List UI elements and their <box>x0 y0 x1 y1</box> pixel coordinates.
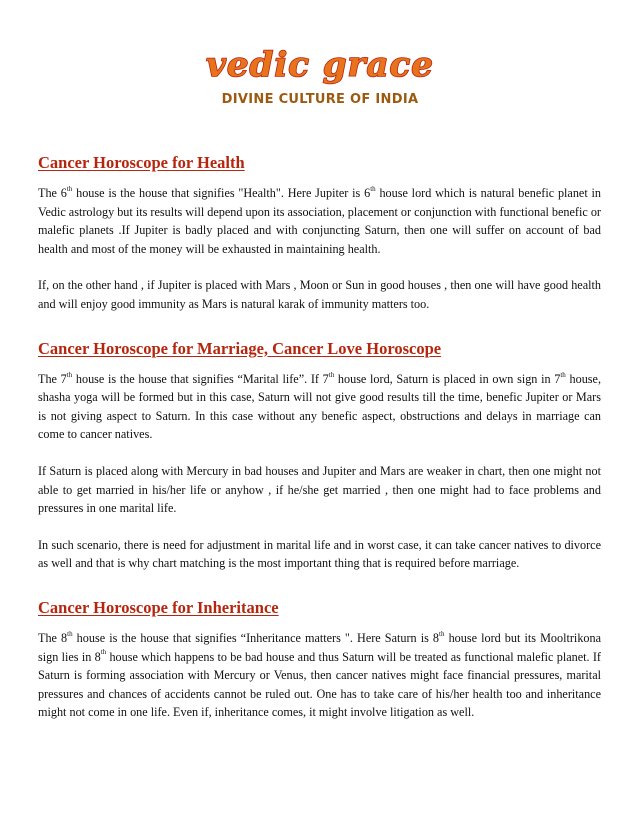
section-heading: Cancer Horoscope for Health <box>38 153 245 172</box>
ordinal-suffix: th <box>66 370 73 379</box>
vedic-grace-logo <box>204 40 436 112</box>
text-run: If Saturn is placed along with Mercury in bad houses and Jupiter and Mars are weaker in chart, then one might not able to get married in his/her life or anyhow , if he/she get married , then one might had to face problems and pressures in one marital life. <box>38 463 601 516</box>
paragraph <box>38 536 601 573</box>
paragraph <box>38 184 601 258</box>
text-run: If, on the other hand , if Jupiter is placed with Mars , Moon or Sun in good houses , then one will have good health and will enjoy good immunity as Mars is natural karak of immunity matters too. <box>38 278 601 311</box>
logo-tagline: DIVINE CULTURE OF INDIA <box>221 92 419 107</box>
document-body <box>38 152 601 722</box>
text-run: In such scenario, there is need for adjustment in marital life and in worst case, it can take cancer natives to divorce as well and that is why chart matching is the most important thing that is required before marriage. <box>38 537 601 571</box>
paragraph-spacer <box>38 444 601 462</box>
text-run: house lord which is natural benefic planet in Vedic astrology but its results will depend upon its association, placement or conjunction with functional benefic or malefic planets .If Jupiter is badly placed and with conjuncting Saturn, then one will suffer on account of bad health and most of the money will be exhausted in maintaining health. <box>38 186 602 256</box>
paragraph <box>38 462 601 518</box>
text-run: The 6 <box>38 186 67 200</box>
ordinal-suffix: th <box>66 184 73 193</box>
text-run: The 8 <box>38 630 68 645</box>
ordinal-suffix: th <box>328 370 335 379</box>
paragraph <box>38 370 601 444</box>
ordinal-suffix: th <box>560 370 566 379</box>
section-heading: Cancer Horoscope for Marriage, Cancer Love Horoscope <box>38 338 442 358</box>
text-run: house is the house that signifies “Inheritance matters ". Here Saturn is 8 <box>72 630 440 645</box>
text-run: house which happens to be bad house and thus Saturn will be treated as functional malefic planet. If Saturn is forming association with Mercury or Venus, then cancer natives might face financial pressures, marital pressures and chances of accidents cannot be ruled out. One has to take care of his/her health too and inheritance might not come in one life. Even if, inheritance comes, it might involve litigation as well. <box>38 649 601 720</box>
paragraph-spacer <box>38 518 601 536</box>
paragraph <box>38 629 601 722</box>
paragraph <box>38 276 601 313</box>
ordinal-suffix: th <box>100 648 107 657</box>
section-spacer <box>38 314 601 338</box>
ordinal-suffix: th <box>370 184 376 193</box>
text-run: house lord, Saturn is placed in own sign in 7 <box>334 371 561 386</box>
text-run: house is the house that signifies “Marital life”. If 7 <box>72 371 329 386</box>
section-spacer <box>38 573 601 597</box>
ordinal-suffix: th <box>439 629 445 638</box>
ordinal-suffix: th <box>67 629 73 638</box>
heading-spacer <box>38 619 601 629</box>
text-run: house lord but its Mooltrikona sign lies in 8 <box>38 630 602 664</box>
paragraph-spacer <box>38 258 601 276</box>
text-run: The 7 <box>38 371 67 386</box>
logo-brand-wordmark: vedic grace <box>206 45 434 85</box>
heading-spacer <box>38 174 601 184</box>
text-run: house is the house that signifies "Health". Here Jupiter is 6 <box>72 186 371 200</box>
text-run: house, shasha yoga will be formed but in this case, Saturn will not give good results till the time, benefic Jupiter or Mars is not giving aspect to Saturn. In this case without any benefic aspect, obstructions and delays in marriage can come to cancer natives. <box>38 371 601 442</box>
section-heading: Cancer Horoscope for Inheritance <box>38 597 279 617</box>
heading-spacer <box>38 360 601 370</box>
